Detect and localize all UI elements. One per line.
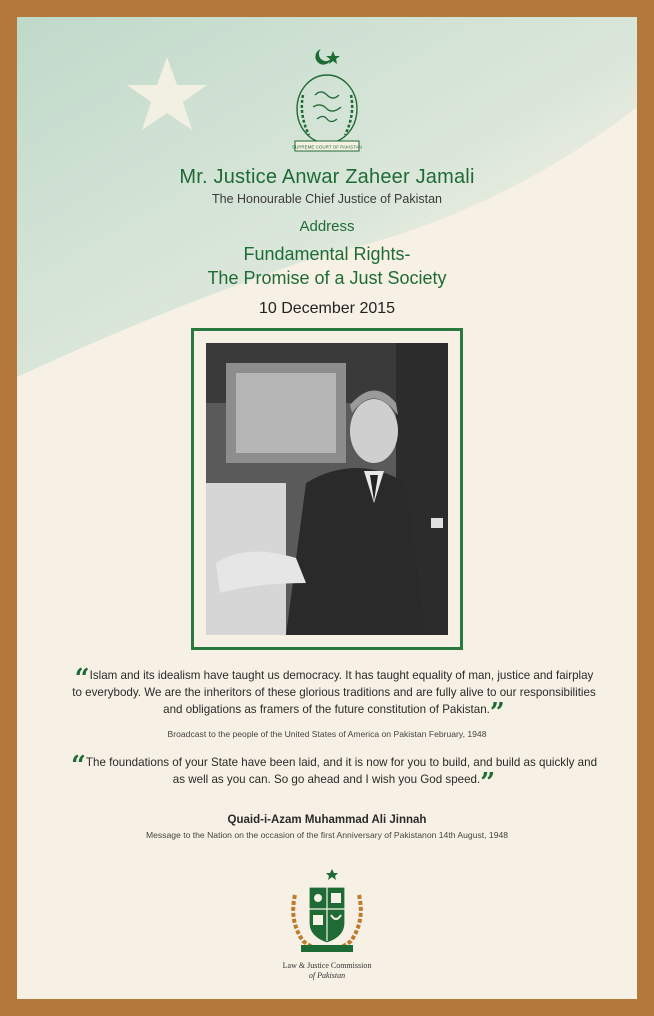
close-quote-icon: ”: [489, 698, 505, 728]
topic-line-1: Fundamental Rights-: [243, 244, 411, 264]
poster-paper: [17, 17, 637, 999]
quote-1: [69, 664, 599, 728]
quote-1-text: Islam and its idealism have taught us democracy. It has taught equality of man, justice and fairplay to everybody. We are the inheritors of these glorious traditions and are fully alive to our responsibilities and obligations as framers of the future constitution of Pakistan.: [72, 669, 596, 716]
address-date: 10 December 2015: [258, 300, 396, 317]
quote-2: [69, 751, 599, 798]
quote-2-text: The foundations of your State have been laid, and it is now for you to build, and build as quickly and as well as you can. So go ahead and I wish you God speed.: [85, 756, 598, 786]
author-caption: Message to the Nation on the occasion of the first Anniversary of Pakistanon 14th August, 1948: [145, 830, 509, 840]
topic-line-2: The Promise of a Just Society: [207, 268, 447, 288]
emblem-text: SUPREME COURT OF PAKISTAN: [292, 144, 362, 150]
supreme-court-emblem-icon: [285, 45, 369, 157]
quote-1-caption: Broadcast to the people of the United States of America on Pakistan February, 1948: [167, 729, 487, 739]
close-quote-icon: ”: [480, 768, 496, 798]
judge-title: The Honourable Chief Justice of Pakistan: [212, 192, 442, 206]
org-name-line-1: Law & Justice Commission: [282, 961, 372, 970]
portrait-frame: [191, 328, 463, 650]
open-quote-icon: “: [74, 664, 90, 694]
open-quote-icon: “: [70, 751, 86, 781]
judge-name: Mr. Justice Anwar Zaheer Jamali: [179, 166, 475, 188]
org-name-line-2: of Pakistan: [308, 971, 346, 980]
jinnah-portrait-photo: [206, 343, 448, 635]
pakistan-state-emblem-icon: [287, 865, 367, 957]
quote-author: Quaid-i-Azam Muhammad Ali Jinnah: [227, 814, 427, 826]
address-label: Address: [299, 218, 355, 235]
